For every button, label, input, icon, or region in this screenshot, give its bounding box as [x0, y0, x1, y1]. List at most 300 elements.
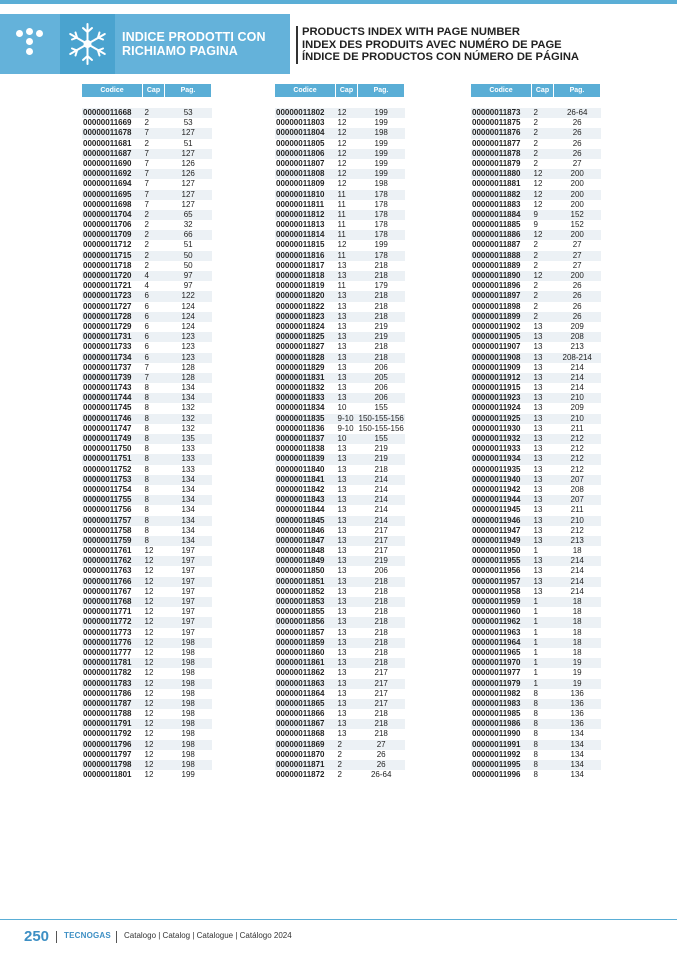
product-code: 00000011781	[83, 658, 132, 668]
product-code: 00000011687	[83, 148, 132, 158]
chapter: 13	[533, 464, 543, 474]
chapter: 2	[144, 260, 149, 270]
page-ref: 212	[570, 434, 584, 443]
page-ref: 218	[374, 301, 388, 311]
chapter: 7	[144, 189, 149, 199]
page-ref: 217	[374, 688, 388, 698]
product-code: 00000011932	[472, 434, 521, 443]
index-column-3	[471, 84, 601, 780]
table-row	[82, 597, 212, 607]
chapter: 2	[144, 209, 149, 219]
page-ref: 214	[570, 383, 584, 393]
chapter: 13	[337, 393, 347, 403]
chapter: 8	[533, 688, 538, 698]
product-code: 00000011796	[83, 739, 132, 749]
page-ref: 218	[374, 729, 388, 739]
product-code: 00000011754	[83, 484, 132, 494]
table-row	[275, 118, 405, 128]
product-code: 00000011834	[276, 403, 325, 413]
table-row	[275, 566, 405, 576]
chapter: 6	[144, 291, 149, 301]
product-code: 00000011839	[276, 454, 325, 464]
table-row	[275, 424, 405, 434]
table-row	[275, 210, 405, 220]
product-code: 00000011836	[276, 423, 325, 433]
page-ref: 18	[572, 607, 582, 617]
product-code: 00000011808	[276, 169, 325, 179]
product-code: 00000011823	[276, 311, 325, 321]
page-ref: 218	[374, 709, 388, 719]
page-ref: 123	[181, 352, 195, 362]
page-ref: 133	[181, 464, 195, 474]
table-row	[82, 118, 212, 128]
page-ref: 18	[572, 637, 582, 647]
product-code: 00000011885	[472, 220, 521, 230]
page-ref: 219	[374, 556, 388, 566]
table-row	[471, 200, 601, 210]
page-ref: 127	[181, 179, 195, 189]
header-title-it	[122, 30, 266, 58]
page-ref: 199	[374, 138, 388, 148]
chapter: 6	[144, 301, 149, 311]
product-code: 00000011801	[83, 770, 132, 780]
product-code: 00000011766	[83, 576, 132, 586]
page-ref: 27	[572, 240, 582, 250]
table-row	[275, 679, 405, 689]
product-code: 00000011772	[83, 617, 132, 627]
chapter: 13	[533, 576, 543, 586]
table-header	[275, 84, 405, 97]
product-code: 00000011940	[472, 474, 521, 484]
product-code: 00000011698	[83, 199, 132, 209]
table-row	[82, 363, 212, 373]
page-ref: 134	[181, 525, 195, 535]
table-row	[275, 261, 405, 271]
product-code: 00000011678	[83, 128, 132, 138]
chapter: 12	[144, 739, 154, 749]
chapter: 13	[337, 627, 347, 637]
page-ref: 217	[374, 525, 388, 535]
chapter: 1	[533, 546, 538, 556]
table-row	[275, 281, 405, 291]
page-ref: 199	[374, 148, 388, 158]
page-ref: 200	[570, 179, 584, 189]
chapter: 13	[533, 454, 543, 464]
chapter: 11	[337, 281, 346, 291]
chapter: 12	[144, 546, 154, 556]
page-ref: 18	[572, 546, 582, 556]
chapter: 13	[337, 597, 347, 606]
product-code: 00000011864	[276, 688, 325, 698]
product-code: 00000011880	[472, 169, 521, 179]
table-row	[82, 536, 212, 546]
chapter: 13	[337, 729, 347, 739]
product-code: 00000011776	[83, 637, 132, 647]
page-ref: 133	[181, 454, 195, 464]
table-row	[471, 740, 601, 750]
product-code: 00000011833	[276, 393, 325, 403]
chapter: 13	[337, 658, 347, 668]
page-ref: 198	[181, 647, 195, 657]
table-row	[471, 210, 601, 220]
product-code: 00000011879	[472, 158, 521, 168]
chapter: 8	[144, 383, 149, 393]
product-code: 00000011715	[83, 250, 132, 260]
product-code: 00000011857	[276, 627, 325, 637]
page-ref: 132	[181, 413, 195, 423]
header-code: Codice	[275, 84, 335, 97]
chapter: 13	[533, 352, 543, 362]
table-row	[82, 291, 212, 301]
product-code: 00000011723	[83, 291, 132, 301]
page-ref: 26	[376, 760, 386, 769]
product-code: 00000011849	[276, 556, 325, 566]
table-row	[82, 373, 212, 383]
product-code: 00000011817	[276, 260, 325, 270]
page-ref: 214	[374, 495, 388, 505]
page-ref: 198	[181, 719, 195, 729]
chapter: 13	[533, 423, 543, 433]
header-code: Codice	[82, 84, 142, 97]
product-code: 00000011959	[472, 597, 521, 606]
table-row	[82, 546, 212, 556]
product-code: 00000011832	[276, 383, 325, 393]
page-ref: 214	[374, 474, 388, 484]
chapter: 13	[533, 505, 543, 515]
chapter: 12	[144, 566, 154, 576]
chapter: 12	[144, 607, 154, 617]
product-code: 00000011979	[472, 678, 521, 688]
table-row	[471, 729, 601, 739]
chapter: 2	[337, 760, 342, 769]
table-row	[275, 729, 405, 739]
table-row	[471, 454, 601, 464]
chapter: 13	[533, 556, 543, 566]
chapter: 13	[337, 535, 347, 545]
product-code: 00000011873	[472, 108, 521, 117]
page-ref: 218	[374, 627, 388, 637]
chapter: 8	[144, 423, 149, 433]
chapter: 2	[144, 220, 149, 230]
chapter: 8	[533, 729, 538, 739]
page-ref: 178	[374, 230, 388, 240]
product-code: 00000011805	[276, 138, 325, 148]
product-code: 00000011991	[472, 739, 521, 749]
page-ref: 155	[374, 403, 388, 413]
table-row	[275, 240, 405, 250]
table-row	[82, 139, 212, 149]
page-ref: 123	[181, 342, 195, 352]
chapter: 13	[533, 566, 543, 576]
chapter: 2	[533, 118, 538, 128]
table-row	[275, 159, 405, 169]
product-code: 00000011819	[276, 281, 325, 291]
product-code: 00000011811	[276, 199, 325, 209]
chapter: 11	[337, 199, 346, 209]
chapter: 12	[533, 271, 543, 280]
header-cap: Cap	[143, 84, 164, 97]
logo-dots-icon	[16, 28, 50, 62]
product-code: 00000011806	[276, 148, 325, 158]
chapter: 12	[533, 189, 543, 199]
chapter: 13	[337, 271, 347, 280]
page-ref: 206	[374, 383, 388, 393]
product-code: 00000011731	[83, 332, 132, 342]
page-ref: 200	[570, 271, 584, 280]
table-row	[82, 149, 212, 159]
page-ref: 198	[181, 668, 195, 678]
table-row	[471, 159, 601, 169]
page-ref: 134	[570, 749, 584, 759]
table-row	[471, 546, 601, 556]
product-code: 00000011759	[83, 535, 132, 545]
chapter: 8	[533, 739, 538, 749]
table-row	[82, 444, 212, 454]
product-code: 00000011925	[472, 413, 521, 423]
product-code: 00000011907	[472, 342, 521, 352]
product-code: 00000011887	[472, 240, 521, 250]
chapter: 2	[533, 240, 538, 250]
page-ref: 179	[374, 281, 388, 291]
product-code: 00000011869	[276, 739, 325, 749]
page-ref: 214	[570, 556, 584, 566]
page-ref: 152	[570, 209, 584, 219]
chapter: 13	[337, 576, 347, 586]
page-ref: 197	[181, 586, 195, 596]
chapter: 13	[337, 678, 347, 688]
product-code: 00000011847	[276, 535, 325, 545]
page-ref: 219	[374, 444, 388, 454]
product-code: 00000011957	[472, 576, 521, 586]
chapter: 1	[533, 617, 538, 627]
table-row	[471, 750, 601, 760]
chapter: 12	[144, 770, 154, 780]
page-ref: 200	[570, 189, 584, 199]
chapter: 12	[533, 179, 543, 189]
product-code: 00000011768	[83, 597, 132, 606]
product-code: 00000011771	[83, 607, 132, 617]
chapter: 13	[337, 556, 347, 566]
table-row	[471, 628, 601, 638]
product-code: 00000011752	[83, 464, 132, 474]
chapter: 4	[144, 271, 149, 280]
table-row	[471, 587, 601, 597]
chapter: 8	[533, 749, 538, 759]
product-code: 00000011727	[83, 301, 132, 311]
product-code: 00000011958	[472, 586, 521, 596]
chapter: 13	[533, 474, 543, 484]
table-row	[275, 434, 405, 444]
page-ref: 134	[181, 484, 195, 494]
table-row	[471, 566, 601, 576]
chapter: 12	[144, 709, 154, 719]
table-row	[275, 770, 405, 780]
table-header	[82, 84, 212, 97]
page-ref: 206	[374, 393, 388, 403]
chapter: 13	[337, 484, 347, 494]
product-code: 00000011884	[472, 209, 521, 219]
chapter: 8	[144, 474, 149, 484]
page-ref: 127	[181, 148, 195, 158]
chapter: 10	[337, 434, 347, 443]
page-ref: 136	[570, 719, 584, 729]
page-ref: 198	[374, 179, 388, 189]
product-code: 00000011871	[276, 760, 325, 769]
page-ref: 126	[181, 158, 195, 168]
chapter: 1	[533, 637, 538, 647]
product-code: 00000011681	[83, 138, 132, 148]
table-row	[275, 373, 405, 383]
chapter: 12	[144, 688, 154, 698]
table-row	[471, 617, 601, 627]
footer-brand: TECNOGAS	[64, 931, 111, 940]
product-code: 00000011877	[472, 138, 521, 148]
product-code: 00000011902	[472, 321, 521, 331]
table-row	[471, 658, 601, 668]
chapter: 8	[533, 709, 538, 719]
table-row	[82, 628, 212, 638]
table-row	[82, 750, 212, 760]
chapter: 2	[533, 158, 538, 168]
table-row	[82, 465, 212, 475]
page-ref: 212	[570, 454, 584, 464]
product-code: 00000011761	[83, 546, 132, 556]
product-code: 00000011890	[472, 271, 521, 280]
page-ref: 134	[181, 495, 195, 505]
chapter: 13	[337, 586, 347, 596]
chapter: 7	[144, 158, 149, 168]
table-row	[471, 689, 601, 699]
page-ref: 218	[374, 311, 388, 321]
chapter: 13	[337, 505, 347, 515]
product-code: 00000011930	[472, 423, 521, 433]
chapter: 2	[533, 291, 538, 301]
table-row	[471, 577, 601, 587]
table-row	[82, 251, 212, 261]
product-code: 00000011749	[83, 434, 132, 443]
page-ref: 18	[572, 627, 582, 637]
chapter: 6	[144, 342, 149, 352]
chapter: 12	[337, 179, 347, 189]
chapter: 9	[533, 220, 538, 230]
page-ref: 197	[181, 576, 195, 586]
product-code: 00000011935	[472, 464, 521, 474]
chapter: 13	[533, 444, 543, 454]
chapter: 9	[533, 209, 538, 219]
chapter: 8	[144, 454, 149, 464]
product-code: 00000011860	[276, 647, 325, 657]
product-code: 00000011965	[472, 647, 521, 657]
product-code: 00000011878	[472, 148, 521, 158]
product-code: 00000011883	[472, 199, 521, 209]
page-ref: 217	[374, 678, 388, 688]
table-row	[82, 760, 212, 770]
chapter: 13	[337, 607, 347, 617]
table-row	[275, 699, 405, 709]
product-code: 00000011753	[83, 474, 132, 484]
table-row	[82, 770, 212, 780]
page-ref: 218	[374, 637, 388, 647]
table-row	[471, 505, 601, 515]
product-code: 00000011846	[276, 525, 325, 535]
chapter: 13	[337, 260, 347, 270]
table-row	[275, 403, 405, 413]
product-code: 00000011782	[83, 668, 132, 678]
table-row	[275, 536, 405, 546]
chapter: 12	[337, 118, 347, 128]
chapter: 12	[533, 199, 543, 209]
header-title-it-line2: RICHIAMO PAGINA	[122, 44, 238, 58]
product-code: 00000011947	[472, 525, 521, 535]
page-ref: 218	[374, 647, 388, 657]
product-code: 00000011694	[83, 179, 132, 189]
chapter: 1	[533, 607, 538, 617]
table-row	[275, 353, 405, 363]
page-ref: 198	[181, 760, 195, 769]
chapter: 13	[337, 719, 347, 729]
page-ref: 134	[181, 393, 195, 403]
page-ref: 214	[570, 372, 584, 382]
product-code: 00000011792	[83, 729, 132, 739]
table-row	[82, 424, 212, 434]
chapter: 13	[533, 403, 543, 413]
table-row	[471, 485, 601, 495]
product-code: 00000011852	[276, 586, 325, 596]
table-row	[82, 169, 212, 179]
page-ref: 213	[570, 342, 584, 352]
page-ref: 218	[374, 260, 388, 270]
page-ref: 214	[374, 515, 388, 525]
chapter: 13	[533, 393, 543, 403]
page-ref: 219	[374, 332, 388, 342]
table-row	[275, 312, 405, 322]
product-code: 00000011692	[83, 169, 132, 179]
page-ref: 26	[572, 281, 582, 291]
table-row	[275, 648, 405, 658]
chapter: 12	[337, 128, 347, 138]
table-row	[82, 271, 212, 281]
page-ref: 210	[570, 393, 584, 403]
chapter: 2	[533, 311, 538, 321]
chapter: 13	[337, 311, 347, 321]
chapter: 1	[533, 627, 538, 637]
page-ref: 134	[181, 474, 195, 484]
header-cap: Cap	[532, 84, 553, 97]
table-row	[471, 383, 601, 393]
chapter: 2	[533, 138, 538, 148]
product-code: 00000011872	[276, 770, 325, 780]
table-row	[471, 495, 601, 505]
chapter: 13	[533, 413, 543, 423]
snowflake-icon	[60, 14, 115, 74]
page-ref: 132	[181, 423, 195, 433]
chapter: 13	[337, 383, 347, 393]
product-code: 00000011875	[472, 118, 521, 128]
header-page: Pag.	[358, 84, 404, 97]
chapter: 6	[144, 352, 149, 362]
table-row	[275, 760, 405, 770]
page-ref: 207	[570, 474, 584, 484]
chapter: 8	[144, 434, 149, 443]
table-row	[82, 729, 212, 739]
page-ref: 208	[570, 484, 584, 494]
product-code: 00000011882	[472, 189, 521, 199]
page-ref: 217	[374, 535, 388, 545]
table-row	[82, 128, 212, 138]
table-row	[471, 261, 601, 271]
product-code: 00000011963	[472, 627, 521, 637]
product-code: 00000011985	[472, 709, 521, 719]
